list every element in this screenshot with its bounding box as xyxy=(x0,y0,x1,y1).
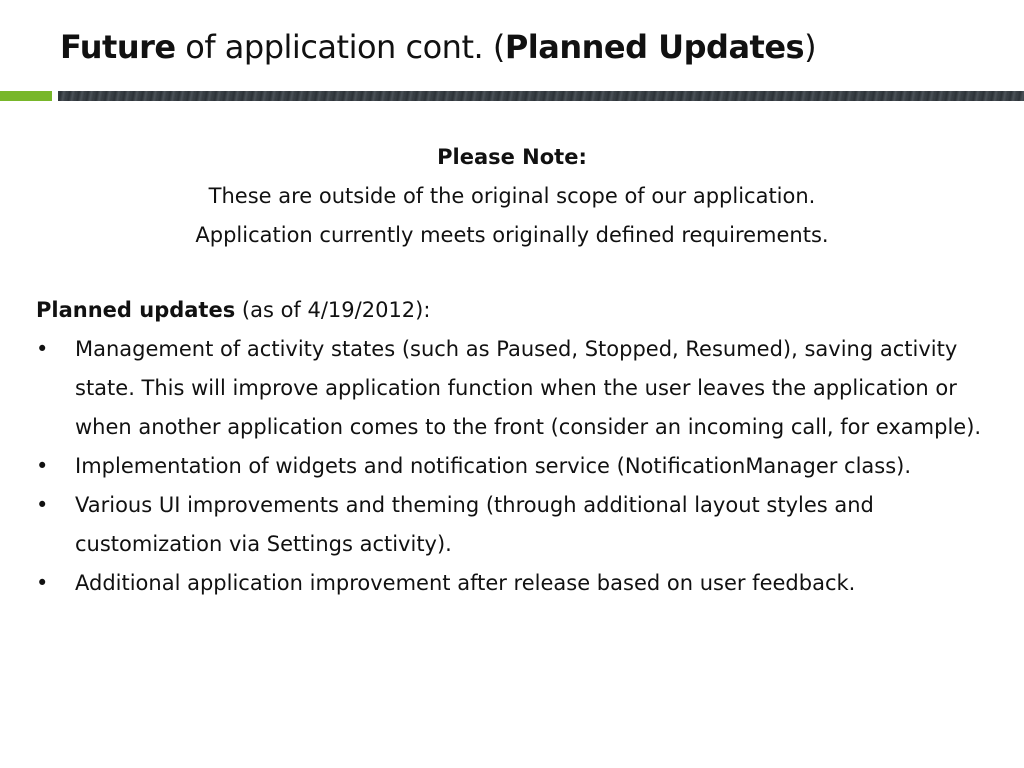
title-close-paren: ) xyxy=(804,28,817,66)
list-item-text: Management of activity states (such as Paused, Stopped, Resumed), saving activity state. This will improve application function when the user leaves the application or when another application comes to the front (consider an incoming call, for example). xyxy=(75,337,982,439)
bullet-icon: • xyxy=(36,337,49,361)
list-item-text: Various UI improvements and theming (through additional layout styles and customization via Settings activity). xyxy=(75,493,874,556)
note-line-1: These are outside of the original scope of our application. xyxy=(208,184,816,208)
planned-updates-block xyxy=(36,291,1011,603)
note-heading: Please Note: xyxy=(437,145,587,169)
planned-updates-heading xyxy=(36,291,1011,330)
planned-updates-heading-date: (as of 4/19/2012): xyxy=(235,298,431,322)
list-item xyxy=(36,447,1011,486)
note-block xyxy=(0,138,1024,255)
list-item-text: Implementation of widgets and notification service (NotificationManager class). xyxy=(75,454,912,478)
title-middle: of application cont. ( xyxy=(175,28,505,66)
title-accent-green-bar xyxy=(0,91,52,101)
list-item xyxy=(36,564,1011,603)
title-accent-dark-bar xyxy=(58,91,1024,101)
planned-updates-heading-bold: Planned updates xyxy=(36,298,236,322)
title-bold-planned-updates: Planned Updates xyxy=(504,28,805,66)
bullet-icon: • xyxy=(36,454,49,478)
list-item xyxy=(36,330,1011,447)
planned-updates-list xyxy=(36,330,1011,603)
bullet-icon: • xyxy=(36,493,49,517)
slide-title xyxy=(60,28,816,66)
title-bold-future: Future xyxy=(60,28,176,66)
list-item xyxy=(36,486,1011,564)
list-item-text: Additional application improvement after release based on user feedback. xyxy=(75,571,856,595)
note-line-2: Application currently meets originally defined requirements. xyxy=(195,223,829,247)
bullet-icon: • xyxy=(36,571,49,595)
